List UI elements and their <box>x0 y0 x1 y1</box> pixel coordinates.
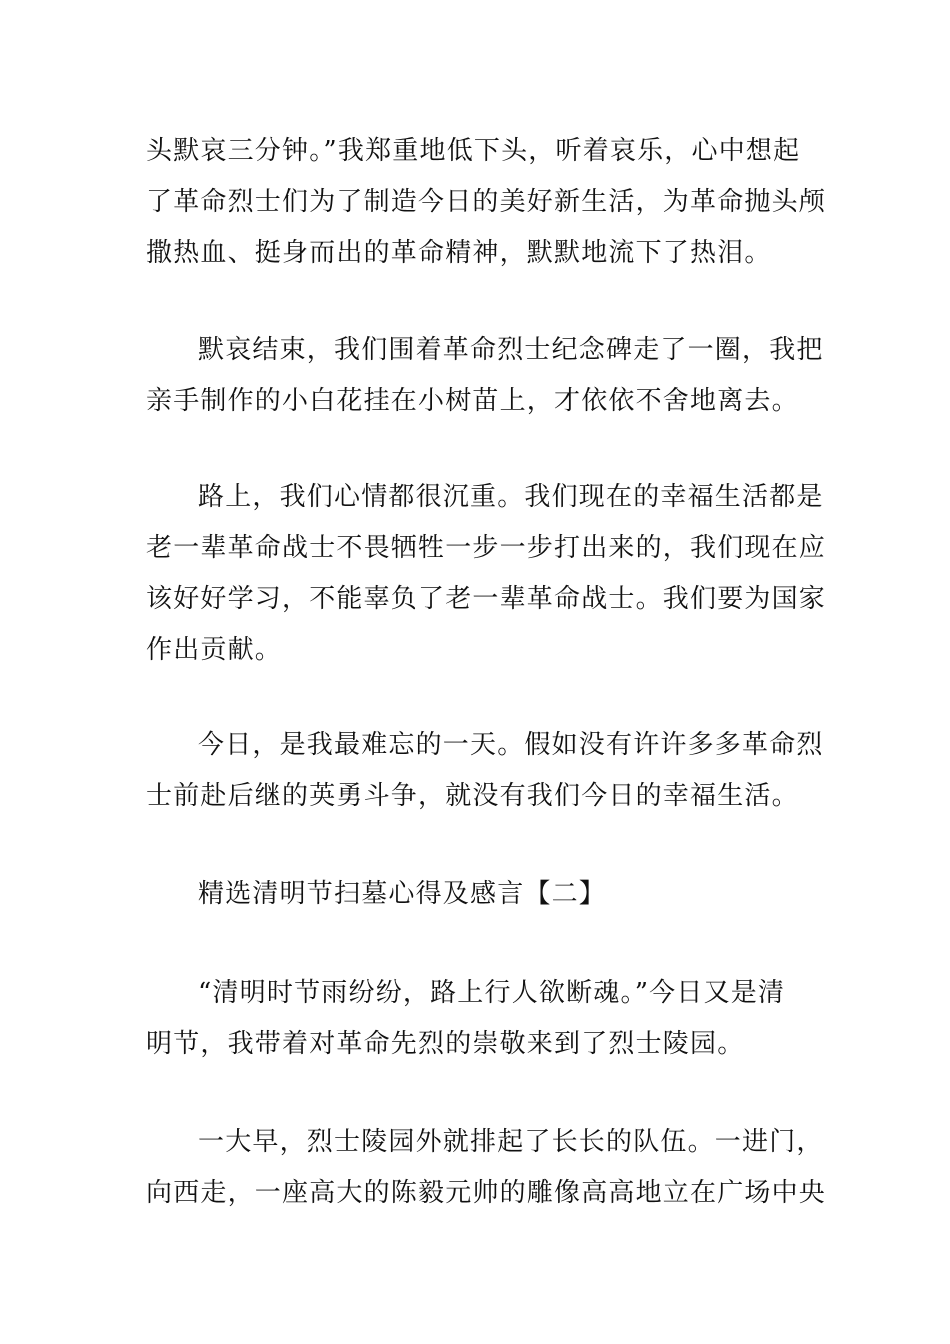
text-line: 路上，我们心情都很沉重。我们现在的幸福生活都是 <box>198 482 824 512</box>
section-heading <box>146 869 806 920</box>
paragraph-4 <box>146 720 824 822</box>
text-line: 士前赴后继的英勇斗争，就没有我们今日的幸福生活。 <box>146 781 799 811</box>
text-line: 头默哀三分钟。”我郑重地低下头，听着哀乐，心中想起 <box>146 136 801 166</box>
text-line: 亲手制作的小白花挂在小树苗上，才依依不舍地离去。 <box>146 386 799 416</box>
text-line: 精选清明节扫墓心得及感言【二】 <box>198 879 607 909</box>
text-line: 向西走，一座高大的陈毅元帅的雕像高高地立在广场中央 <box>146 1178 827 1208</box>
text-line: 老一辈革命战士不畏牺牲一步一步打出来的，我们现在应 <box>146 533 827 563</box>
paragraph-2 <box>146 325 824 427</box>
text-line: 今日，是我最难忘的一天。假如没有许许多多革命烈 <box>198 730 824 760</box>
text-line: 一大早，烈士陵园外就排起了长长的队伍。一进门， <box>198 1127 824 1157</box>
text-line: 撒热血、挺身而出的革命精神，默默地流下了热泪。 <box>146 238 772 268</box>
paragraph-3 <box>146 472 827 676</box>
text-line: “清明时节雨纷纷，路上行人欲断魂。”今日又是清 <box>198 978 786 1008</box>
text-line: 明节，我带着对革命先烈的崇敬来到了烈士陵园。 <box>146 1029 745 1059</box>
text-line: 了革命烈士们为了制造今日的美好新生活，为革命抛头颅 <box>146 187 827 217</box>
paragraph-5 <box>146 968 806 1070</box>
text-line: 默哀结束，我们围着革命烈士纪念碑走了一圈，我把 <box>198 335 824 365</box>
paragraph-1 <box>146 126 827 279</box>
paragraph-6 <box>146 1117 827 1219</box>
text-line: 作出贡献。 <box>146 635 283 665</box>
text-line: 该好好学习，不能辜负了老一辈革命战士。我们要为国家 <box>146 584 827 614</box>
